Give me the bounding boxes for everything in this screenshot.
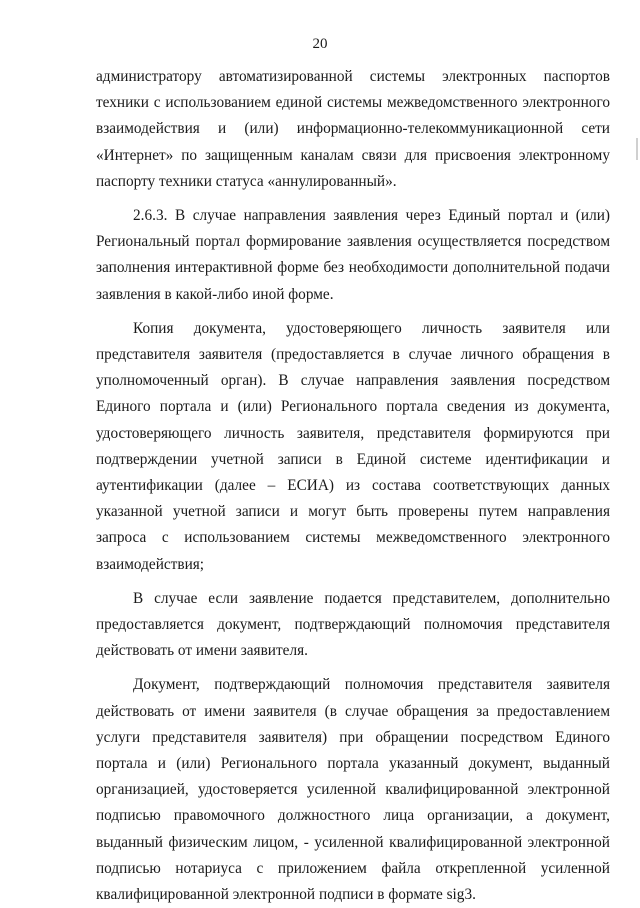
paragraph-2-6-3: 2.6.3. В случае направления заявления через Единый портал и (или) Региональный портал формирование заявления осуществляется посредством заполнения интерактивной форме без необходимости дополнительной подачи заявления в какой-либо иной форме. [96, 207, 610, 303]
paragraph-authority-document: Документ, подтверждающий полномочия представителя заявителя действовать от имени заявителя (в случае обращения за предоставлением услуги представителя заявителя) при обращении посредством Единого портала и (или) Регионального портала указанный документ, выданный организацией, удостоверяется усиленной квалифицированной электронной подписью правомочного должностного лица организации, а документ, выданный физическим лицом, - усиленной квалифицированной электронной подписью нотариуса с приложением файла открепленной усиленной квалифицированной электронной подписи в формате sig3. [96, 676, 610, 904]
paragraph-representative: В случае если заявление подается представителем, дополнительно предоставляется документ, подтверждающий полномочия представителя действовать от имени заявителя. [96, 589, 610, 660]
document-body [96, 64, 610, 908]
scan-margin-mark [636, 138, 638, 160]
page-number: 20 [312, 36, 328, 52]
paragraph-identity-document: Копия документа, удостоверяющего личность заявителя или представителя заявителя (предоставляется в случае личного обращения в уполномоченный орган). В случае направления заявления посредством Единого портала и (или) Регионального портала сведения из документа, удостоверяющего личность заявителя, представителя формируются при подтверждении учетной записи в Единой системе идентификации и аутентификации (далее – ЕСИА) из состава соответствующих данных указанной учетной записи и могут быть проверены путем направления запроса с использованием системы межведомственного электронного взаимодействия; [96, 319, 610, 573]
paragraph-continuation: администратору автоматизированной системы электронных паспортов техники с использованием единой системы межведомственного электронного взаимодействия и (или) информационно-телекоммуникационной сети «Интернет» по защищенным каналам связи для присвоения электронному паспорту техники статуса «аннулированный». [96, 68, 610, 190]
